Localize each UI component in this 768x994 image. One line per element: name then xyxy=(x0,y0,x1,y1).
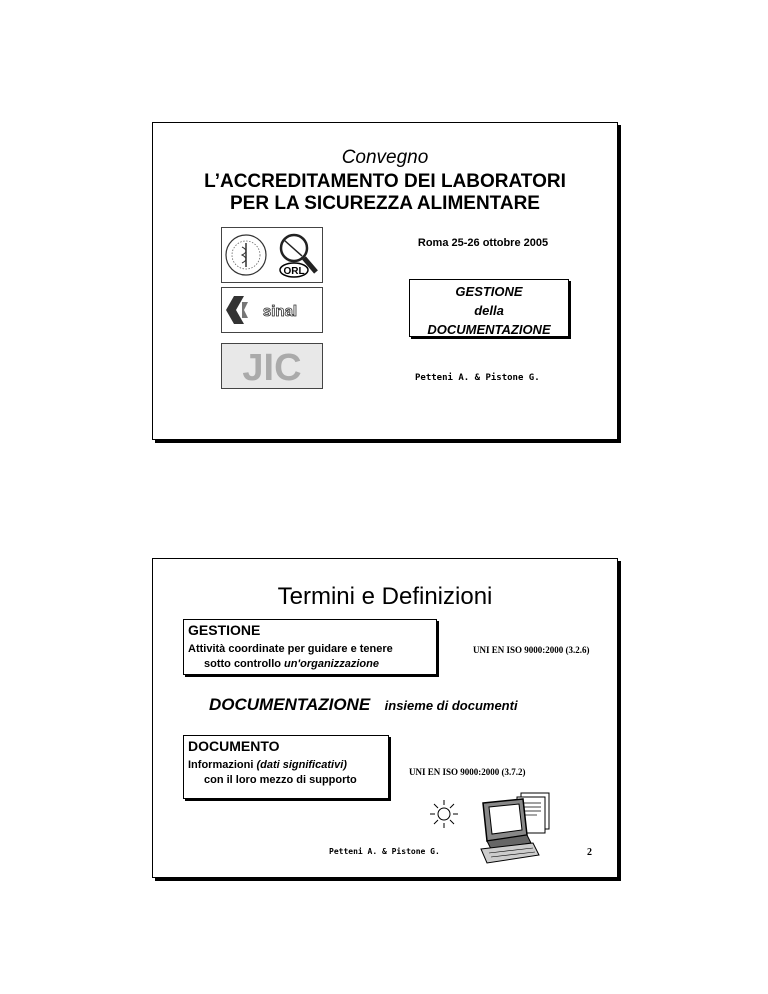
documento-text xyxy=(188,758,384,788)
gestione-reference: UNI EN ISO 9000:2000 (3.2.6) xyxy=(473,645,590,655)
documento-box xyxy=(183,735,389,799)
documento-text-italic: (dati significativi) xyxy=(256,759,347,771)
sinal-logo-text: sinal xyxy=(262,303,298,320)
slide-1 xyxy=(152,122,618,440)
documento-reference: UNI EN ISO 9000:2000 (3.7.2) xyxy=(409,767,526,777)
title-line-2: PER LA SICUREZZA ALIMENTARE xyxy=(230,193,540,214)
slide-title: Termini e Definizioni xyxy=(277,583,493,610)
gestione-text xyxy=(188,642,432,672)
orl-logo-text: ORL xyxy=(283,266,305,277)
documento-text-prefix: Informazioni xyxy=(188,759,257,771)
conference-title xyxy=(153,171,617,215)
event-date: Roma 25-26 ottobre 2005 xyxy=(417,237,549,249)
gestione-text-italic: un'organizzazione xyxy=(284,658,379,670)
box-line-1: GESTIONE xyxy=(455,284,523,299)
sun-icon xyxy=(429,799,459,829)
gestione-heading: GESTIONE xyxy=(188,622,261,638)
authors: Petteni A. & Pistone G. xyxy=(415,373,540,383)
title-line-1: L’ACCREDITAMENTO DEI LABORATORI xyxy=(204,171,566,192)
iss-orl-logo xyxy=(221,227,323,283)
documentazione-desc: insieme di documenti xyxy=(384,698,518,713)
computer-documents-icon xyxy=(477,789,555,865)
documento-text-line-1 xyxy=(188,758,384,773)
jic-logo xyxy=(221,343,323,389)
box-line-3: DOCUMENTAZIONE xyxy=(427,322,551,337)
convegno-subtitle: Convegno xyxy=(341,147,429,168)
documentazione-word: DOCUMENTAZIONE xyxy=(209,695,371,714)
page-number: 2 xyxy=(587,847,592,858)
documentazione-line xyxy=(209,695,518,715)
gestione-documentazione-box xyxy=(409,279,569,337)
gestione-box xyxy=(183,619,437,675)
documento-text-line-2: con il loro mezzo di supporto xyxy=(204,774,357,786)
gestione-text-line-1: Attività coordinate per guidare e tenere xyxy=(188,643,393,655)
box-line-2: della xyxy=(474,303,504,318)
documento-heading: DOCUMENTO xyxy=(188,738,280,754)
jic-logo-text: JIC xyxy=(242,347,302,388)
gestione-text-line-2 xyxy=(188,657,432,672)
gestione-text-prefix: sotto controllo xyxy=(204,658,285,670)
slide-2 xyxy=(152,558,618,878)
sinal-logo xyxy=(221,287,323,333)
footer-authors: Petteni A. & Pistone G. xyxy=(329,847,440,856)
